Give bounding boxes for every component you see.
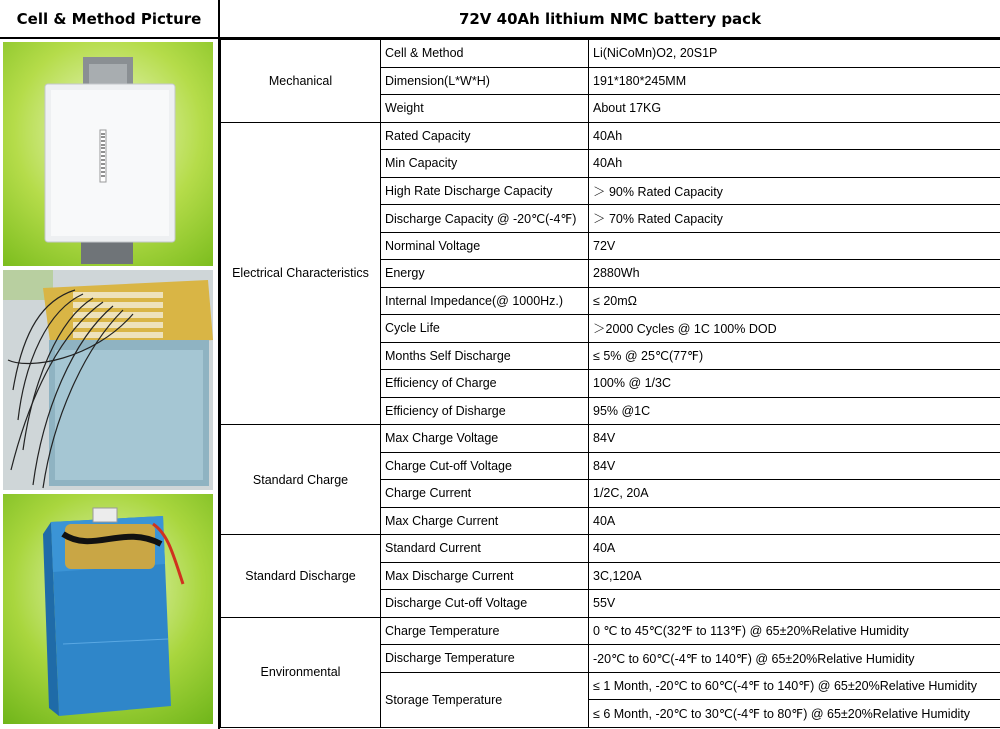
param-label: Storage Temperature [381, 672, 589, 727]
param-value: 100% @ 1/3C [589, 370, 1000, 398]
param-label: High Rate Discharge Capacity [381, 177, 589, 205]
wrapped-blue-pack-photo [3, 494, 213, 724]
spec-row [221, 425, 1000, 453]
param-value: 0 ℃ to 45℃(32℉ to 113℉) @ 65±20%Relative Humidity [589, 617, 1000, 645]
param-label: Max Charge Voltage [381, 425, 589, 453]
param-label: Dimension(L*W*H) [381, 67, 589, 95]
param-value: ≤ 1 Month, -20℃ to 60℃(-4℉ to 140℉) @ 65±20%Relative Humidity [589, 672, 1000, 700]
pouch-cell-photo [3, 42, 213, 266]
spec-row [221, 535, 1000, 563]
param-value: ≤ 6 Month, -20℃ to 30℃(-4℉ to 80℉) @ 65±20%Relative Humidity [589, 700, 1000, 728]
param-label: Discharge Temperature [381, 645, 589, 673]
spec-row [221, 40, 1000, 68]
picture-column [0, 39, 220, 729]
picture-column-header: Cell & Method Picture [0, 0, 220, 39]
param-value: 84V [589, 452, 1000, 480]
param-value: 55V [589, 590, 1000, 618]
param-value: 40Ah [589, 122, 1000, 150]
param-value: 2880Wh [589, 260, 1000, 288]
param-value: 40A [589, 507, 1000, 535]
param-label: Weight [381, 95, 589, 123]
param-value: ≤ 5% @ 25℃(77℉) [589, 342, 1000, 370]
param-label: Max Charge Current [381, 507, 589, 535]
param-label: Max Discharge Current [381, 562, 589, 590]
spec-row [221, 122, 1000, 150]
param-value: 191*180*245MM [589, 67, 1000, 95]
param-label: Efficiency of Disharge [381, 397, 589, 425]
spec-row [221, 617, 1000, 645]
group-standard-charge: Standard Charge [221, 425, 381, 535]
param-label: Standard Current [381, 535, 589, 563]
param-label: Charge Temperature [381, 617, 589, 645]
spec-table-title: 72V 40Ah lithium NMC battery pack [220, 0, 1000, 39]
param-value: 40Ah [589, 150, 1000, 178]
param-label: Energy [381, 260, 589, 288]
param-label: Charge Current [381, 480, 589, 508]
param-value: ＞ 90% Rated Capacity [589, 177, 1000, 205]
param-label: Norminal Voltage [381, 232, 589, 260]
param-label: Efficiency of Charge [381, 370, 589, 398]
param-label: Internal Impedance(@ 1000Hz.) [381, 287, 589, 315]
param-value: 3C,120A [589, 562, 1000, 590]
param-value: ＞2000 Cycles @ 1C 100% DOD [589, 315, 1000, 343]
param-value: Li(NiCoMn)O2, 20S1P [589, 40, 1000, 68]
param-label: Rated Capacity [381, 122, 589, 150]
bare-pack-photo [3, 270, 213, 490]
param-value: 72V [589, 232, 1000, 260]
param-label: Min Capacity [381, 150, 589, 178]
param-value: 40A [589, 535, 1000, 563]
spec-table [220, 39, 1000, 728]
param-value: 1/2C, 20A [589, 480, 1000, 508]
group-environmental: Environmental [221, 617, 381, 727]
param-value: -20℃ to 60℃(-4℉ to 140℉) @ 65±20%Relative Humidity [589, 645, 1000, 673]
param-label: Months Self Discharge [381, 342, 589, 370]
param-value: ＞ 70% Rated Capacity [589, 205, 1000, 233]
param-label: Cell & Method [381, 40, 589, 68]
param-label: Cycle Life [381, 315, 589, 343]
param-value: About 17KG [589, 95, 1000, 123]
param-label: Discharge Capacity @ -20℃(-4℉) [381, 205, 589, 233]
group-standard-discharge: Standard Discharge [221, 535, 381, 618]
param-value: 84V [589, 425, 1000, 453]
param-label: Charge Cut-off Voltage [381, 452, 589, 480]
param-label: Discharge Cut-off Voltage [381, 590, 589, 618]
param-value: ≤ 20mΩ [589, 287, 1000, 315]
group-mechanical: Mechanical [221, 40, 381, 123]
group-electrical-characteristics: Electrical Characteristics [221, 122, 381, 425]
param-value: 95% @1C [589, 397, 1000, 425]
